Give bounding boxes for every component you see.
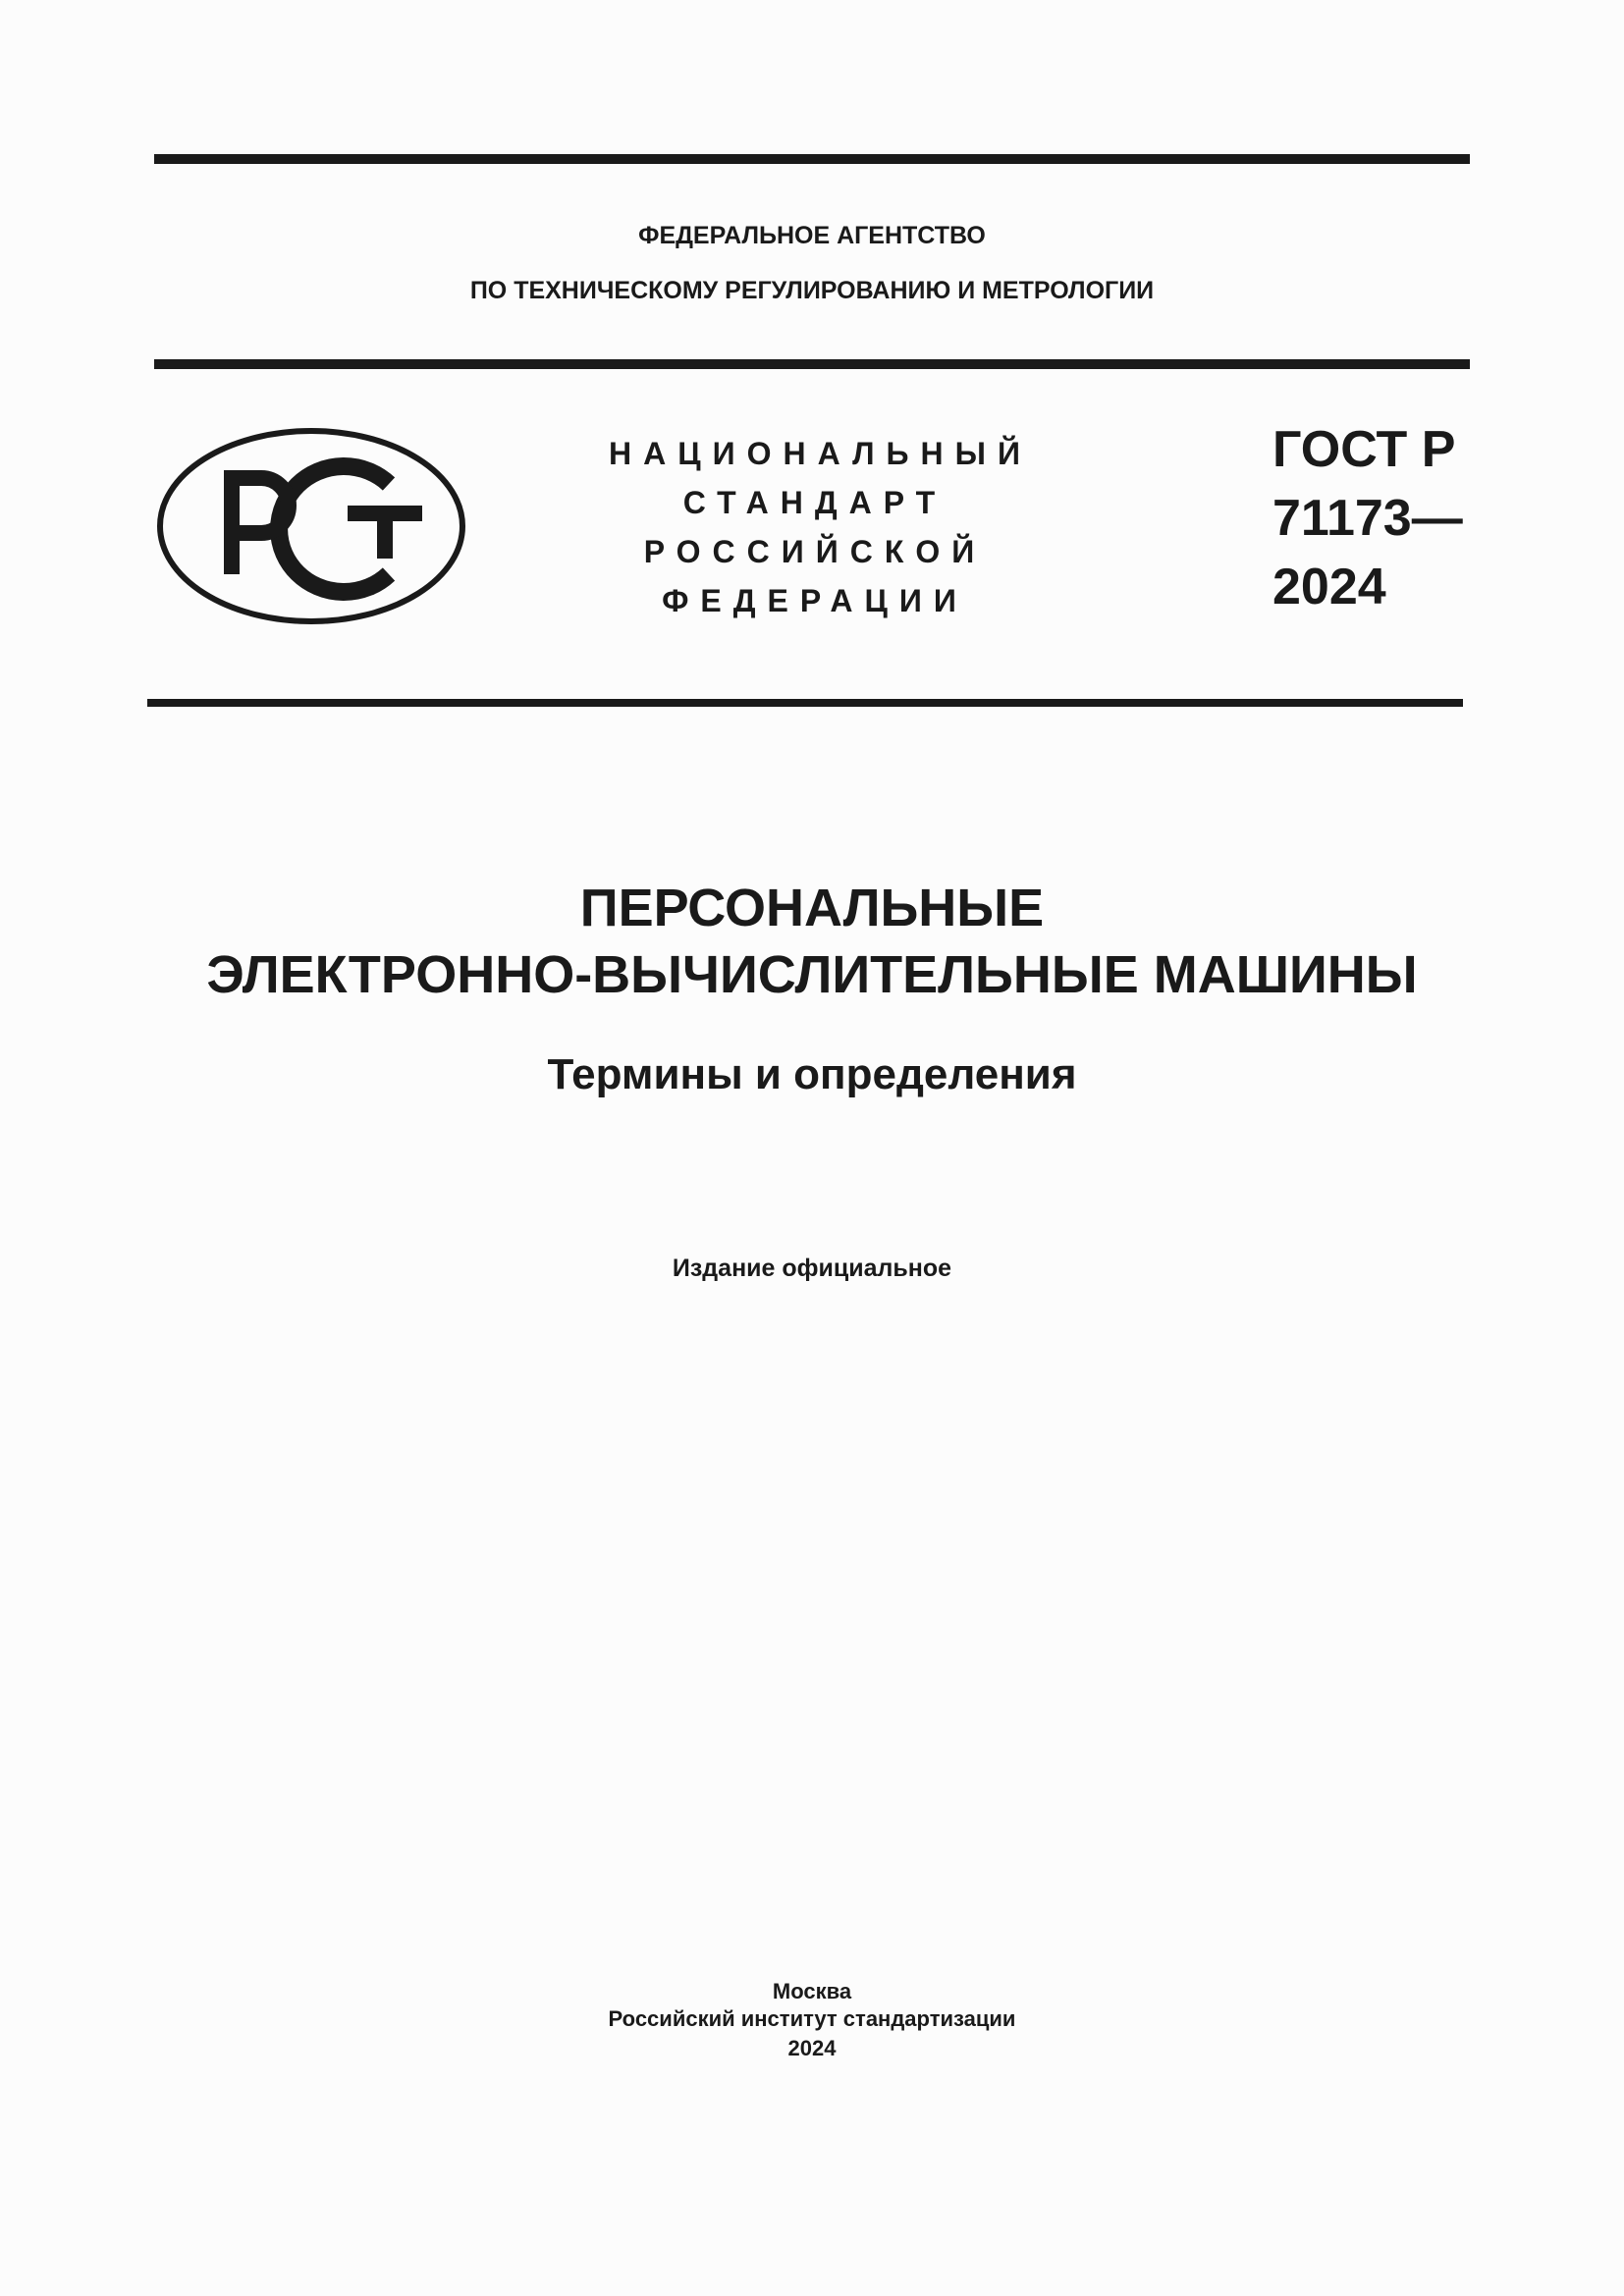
rst-certification-mark-icon bbox=[155, 427, 467, 625]
imprint-year: 2024 bbox=[787, 2036, 837, 2060]
standard-designation-line3: 2024 bbox=[1272, 559, 1386, 615]
agency-name-line1: ФЕДЕРАЛЬНОЕ АГЕНТСТВО bbox=[638, 222, 986, 249]
document-title-line2: ЭЛЕКТРОННО-ВЫЧИСЛИТЕЛЬНЫЕ МАШИНЫ bbox=[206, 945, 1418, 1004]
document-title-line1: ПЕРСОНАЛЬНЫЕ bbox=[579, 879, 1045, 937]
imprint-publisher: Российский институт стандартизации bbox=[608, 2006, 1016, 2031]
section-rule bbox=[147, 699, 1463, 707]
national-standard-line2: СТАНДАРТ bbox=[682, 485, 947, 520]
header-rule bbox=[154, 359, 1470, 369]
edition-label: Издание официальное bbox=[672, 1255, 952, 1282]
document-subtitle: Термины и определения bbox=[547, 1050, 1077, 1098]
national-standard-line4: ФЕДЕРАЦИИ bbox=[662, 583, 968, 618]
agency-name-line2: ПО ТЕХНИЧЕСКОМУ РЕГУЛИРОВАНИЮ И МЕТРОЛОГИИ bbox=[469, 277, 1155, 304]
standard-designation-line1: ГОСТ Р bbox=[1272, 421, 1456, 478]
national-standard-line3: РОССИЙСКОЙ bbox=[643, 534, 987, 569]
top-rule bbox=[154, 154, 1470, 164]
national-standard-line1: НАЦИОНАЛЬНЫЙ bbox=[609, 436, 1032, 471]
standard-designation-line2: 71173— bbox=[1272, 490, 1463, 547]
imprint-city: Москва bbox=[772, 1979, 852, 2003]
